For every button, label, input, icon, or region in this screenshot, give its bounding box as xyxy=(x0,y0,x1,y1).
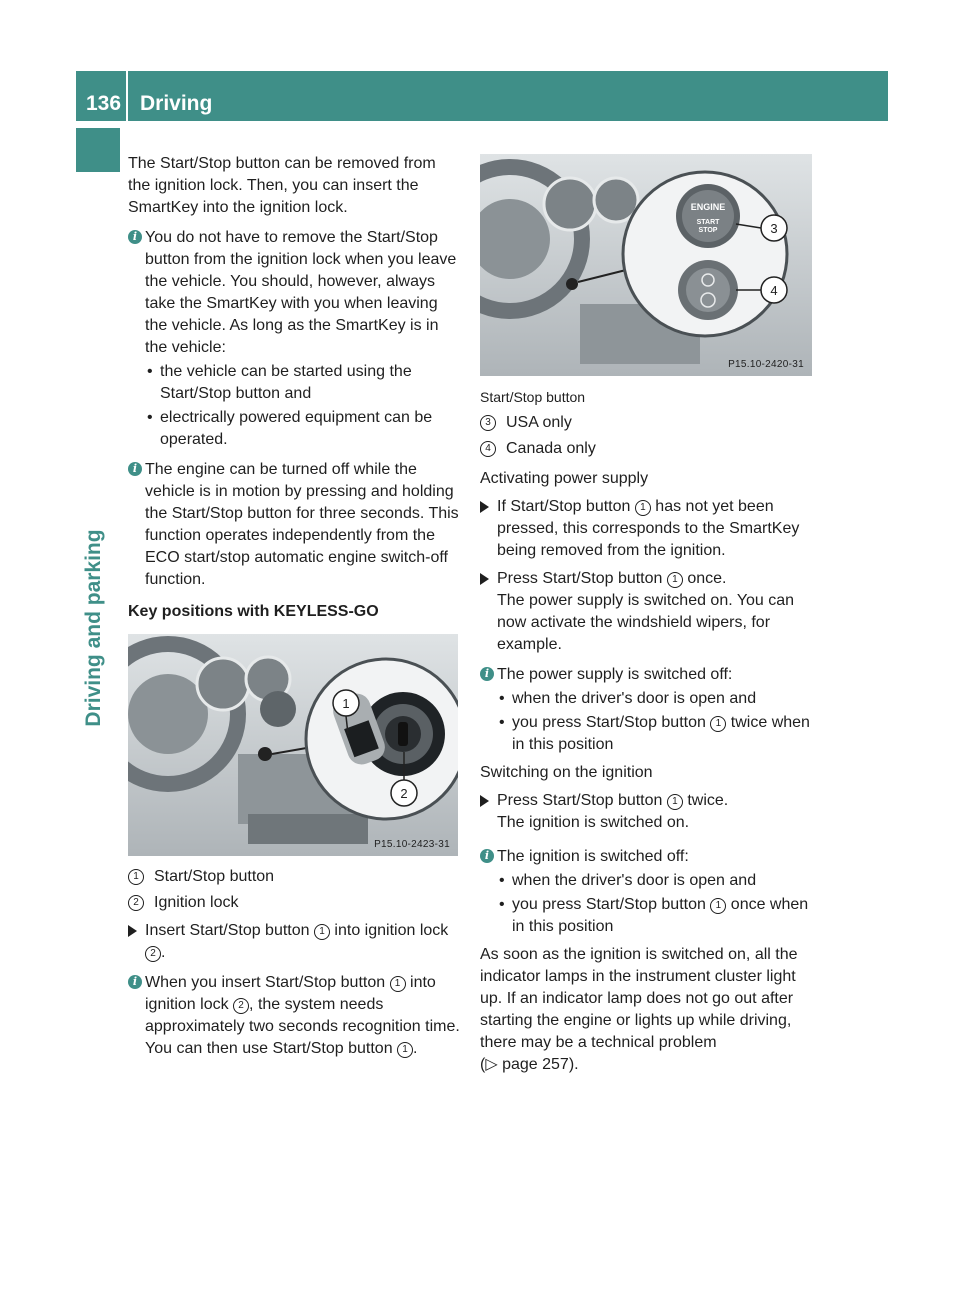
bullet-item: • you press Start/Stop button 1 once when in this position xyxy=(499,896,809,935)
bullet-item: • when the driver's door is open and xyxy=(499,872,757,889)
chapter-title: Driving xyxy=(140,92,213,115)
engine-label: ENGINE xyxy=(690,202,726,212)
arrow-icon xyxy=(480,573,489,585)
left-column xyxy=(128,153,462,623)
arrow-icon xyxy=(480,795,489,807)
circled-number-4: 4 xyxy=(480,441,496,457)
circled-number-3: 3 xyxy=(480,415,496,431)
instruction-step: Press Start/Stop button 1 once. xyxy=(480,568,814,590)
svg-text:2: 2 xyxy=(400,786,408,801)
circled-number-1: 1 xyxy=(128,869,144,885)
page-number: 136 xyxy=(86,92,122,115)
arrow-icon xyxy=(128,925,137,937)
side-section-label: Driving and parking xyxy=(82,529,105,727)
info-note-1: i You do not have to remove the Start/Stop button from the ignition lock when you leave the vehicle. You should, however, always take the SmartKey with you when leaving the vehicle. As long as the SmartKey is in the vehicle: xyxy=(128,227,462,359)
subheading-activating: Activating power supply xyxy=(480,470,649,487)
bullet-item: • the vehicle can be started using the Start/Stop button and xyxy=(147,363,412,402)
instruction-step: Press Start/Stop button 1 twice. xyxy=(480,790,814,812)
dashboard-illustration-1 xyxy=(128,634,458,856)
info-icon: i xyxy=(128,462,142,476)
stop-label: STOP xyxy=(698,227,718,234)
dashboard-illustration-2 xyxy=(480,154,812,376)
instruction-step: If Start/Stop button 1 has not yet been pressed, this corresponds to the SmartKey being removed from the ignition. xyxy=(480,496,814,562)
info-icon: i xyxy=(128,230,142,244)
svg-text:4: 4 xyxy=(770,283,778,298)
bullet-item: • when the driver's door is open and xyxy=(499,690,757,707)
figure-start-stop-button xyxy=(480,154,812,376)
legend-item-2: 2 Ignition lock xyxy=(128,892,462,914)
left-column-lower xyxy=(128,862,462,1060)
start-label: START xyxy=(696,219,720,226)
intro-paragraph: The Start/Stop button can be removed from the ignition lock. Then, you can insert the SmartKey into the ignition lock. xyxy=(128,155,436,216)
figure-caption: Start/Stop button xyxy=(480,389,586,405)
step-result: The power supply is switched on. You can now activate the windshield wipers, for example. xyxy=(497,592,795,653)
subheading-switching: Switching on the ignition xyxy=(480,764,653,781)
info-note-ignition-off: i The ignition is switched off: xyxy=(480,846,814,868)
bullet-item: • electrically powered equipment can be operated. xyxy=(147,409,433,448)
info-note-2: i The engine can be turned off while the vehicle is in motion by pressing and holding the Start/Stop button for three seconds. This function operates independently from the ECO start/stop automatic engine switch-off function. xyxy=(128,459,462,591)
svg-text:3: 3 xyxy=(770,221,778,236)
page-reference-link[interactable]: (▷ page 257). xyxy=(480,1056,579,1073)
step-result: The ignition is switched on. xyxy=(497,814,690,831)
closing-paragraph: As soon as the ignition is switched on, all the indicator lamps in the instrument cluster light up. If an indicator lamp does not go out after starting the engine or lights up while driving, there may be a technical problem xyxy=(480,946,798,1051)
legend-item-3: 3 USA only xyxy=(480,412,814,434)
instruction-step: Insert Start/Stop button 1 into ignition lock 2 . xyxy=(128,920,462,964)
legend-item-4: 4 Canada only xyxy=(480,438,814,460)
side-tab-marker xyxy=(76,128,120,172)
section-heading: Key positions with KEYLESS-GO xyxy=(128,603,379,620)
info-icon: i xyxy=(480,667,494,681)
arrow-icon xyxy=(480,501,489,513)
info-icon: i xyxy=(480,849,494,863)
svg-text:1: 1 xyxy=(342,696,350,711)
figure-code: P15.10-2423-31 xyxy=(374,839,450,850)
circled-number-2: 2 xyxy=(128,895,144,911)
legend-item-1: 1 Start/Stop button xyxy=(128,866,462,888)
figure-code: P15.10-2420-31 xyxy=(728,359,804,370)
right-column xyxy=(480,386,814,1076)
header-divider xyxy=(126,71,128,121)
info-note-3: i When you insert Start/Stop button 1 into ignition lock 2 , the system needs approximately two seconds recognition time. You can then use Start/Stop button 1 . xyxy=(128,972,462,1060)
info-icon: i xyxy=(128,975,142,989)
info-note-power-off: i The power supply is switched off: xyxy=(480,664,814,686)
bullet-item: • you press Start/Stop button 1 twice when in this position xyxy=(499,714,810,753)
figure-ignition-lock xyxy=(128,634,458,856)
